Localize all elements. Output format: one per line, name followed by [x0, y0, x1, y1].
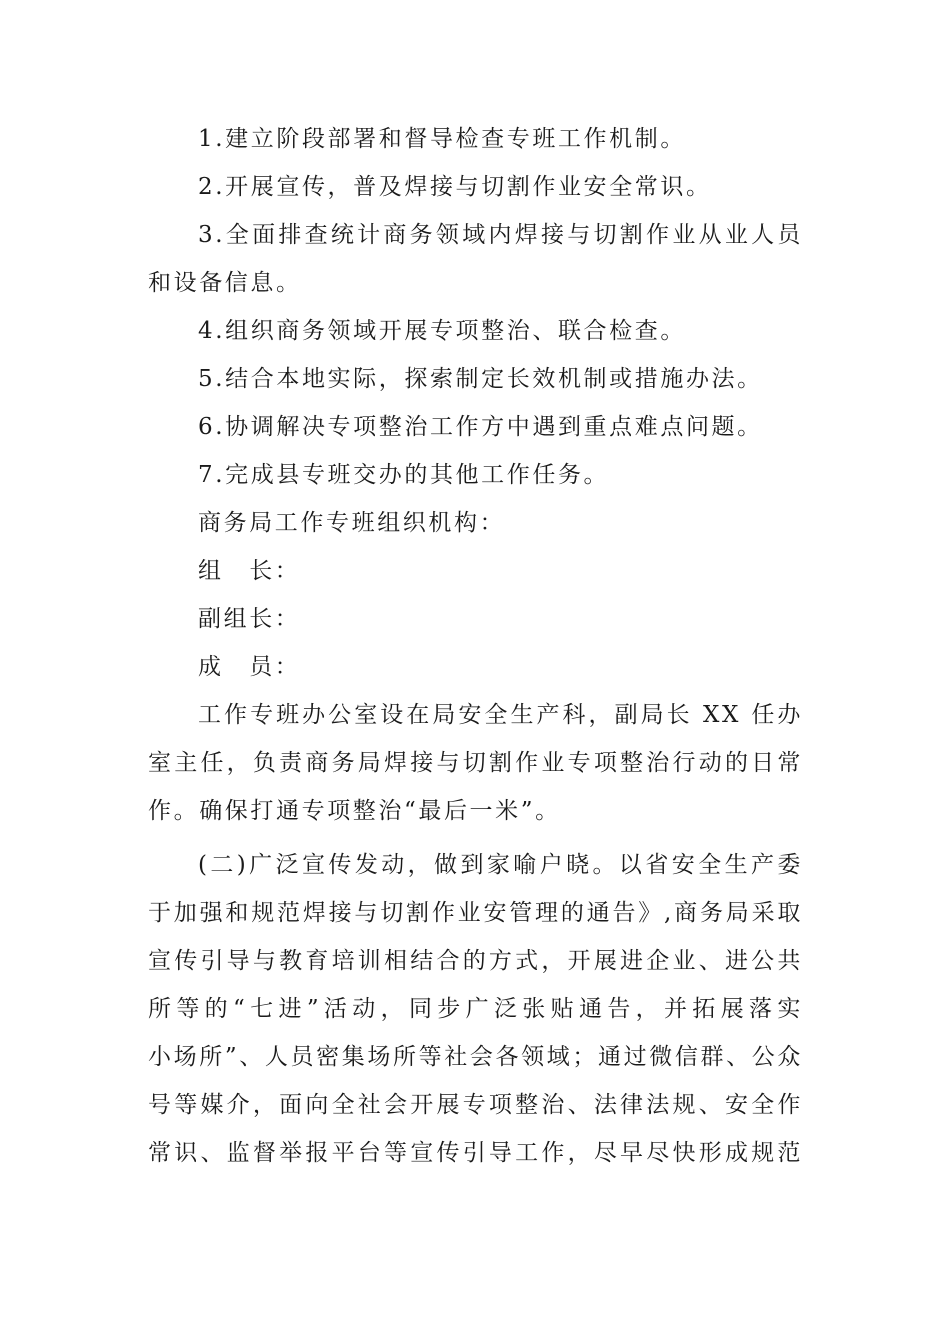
document-body	[148, 115, 803, 1177]
task-item-5: 5.结合本地实际，探索制定长效机制或措施办法。	[198, 366, 763, 392]
publicity-line-7: 常识、监督举报平台等宣传引导工作，尽早尽快形成规范	[148, 1140, 803, 1166]
publicity-line-3: 宣传引导与教育培训相结合的方式，开展进企业、进公共	[148, 948, 803, 974]
task-item-7: 7.完成县专班交办的其他工作任务。	[198, 462, 610, 488]
publicity-line-2: 于加强和规范焊接与切割作业安管理的通告》,商务局采取	[148, 900, 803, 926]
task-item-4: 4.组织商务领域开展专项整治、联合检查。	[198, 318, 686, 344]
org-members: 成 员：	[198, 654, 301, 680]
office-line-3: 作。确保打通专项整治“最后一米”。	[148, 798, 561, 824]
publicity-line-1: (二)广泛宣传发动，做到家喻户晓。以省安全生产委	[198, 852, 803, 878]
task-item-6: 6.协调解决专项整治工作方中遇到重点难点问题。	[198, 414, 763, 440]
office-line-1: 工作专班办公室设在局安全生产科，副局长 XX 任办	[198, 702, 803, 728]
org-deputy-leader: 副组长：	[198, 606, 301, 632]
org-heading: 商务局工作专班组织机构：	[198, 510, 506, 536]
task-item-3: 3.全面排查统计商务领域内焊接与切割作业从业人员	[198, 222, 803, 248]
task-item-3-continued: 和设备信息。	[148, 270, 302, 296]
task-item-2: 2.开展宣传，普及焊接与切割作业安全常识。	[198, 174, 712, 200]
task-item-1: 1.建立阶段部署和督导检查专班工作机制。	[198, 126, 686, 152]
publicity-line-6: 号等媒介，面向全社会开展专项整治、法律法规、安全作	[148, 1092, 803, 1118]
office-paragraph	[148, 691, 803, 835]
publicity-paragraph	[148, 841, 803, 1177]
org-leader: 组 长：	[198, 558, 301, 584]
publicity-line-4: 所等的“七进”活动，同步广泛张贴通告，并拓展落实	[148, 996, 803, 1022]
office-line-2: 室主任，负责商务局焊接与切割作业专项整治行动的日常	[148, 750, 803, 776]
publicity-line-5: 小场所”、人员密集场所等社会各领域；通过微信群、公众	[148, 1044, 803, 1070]
